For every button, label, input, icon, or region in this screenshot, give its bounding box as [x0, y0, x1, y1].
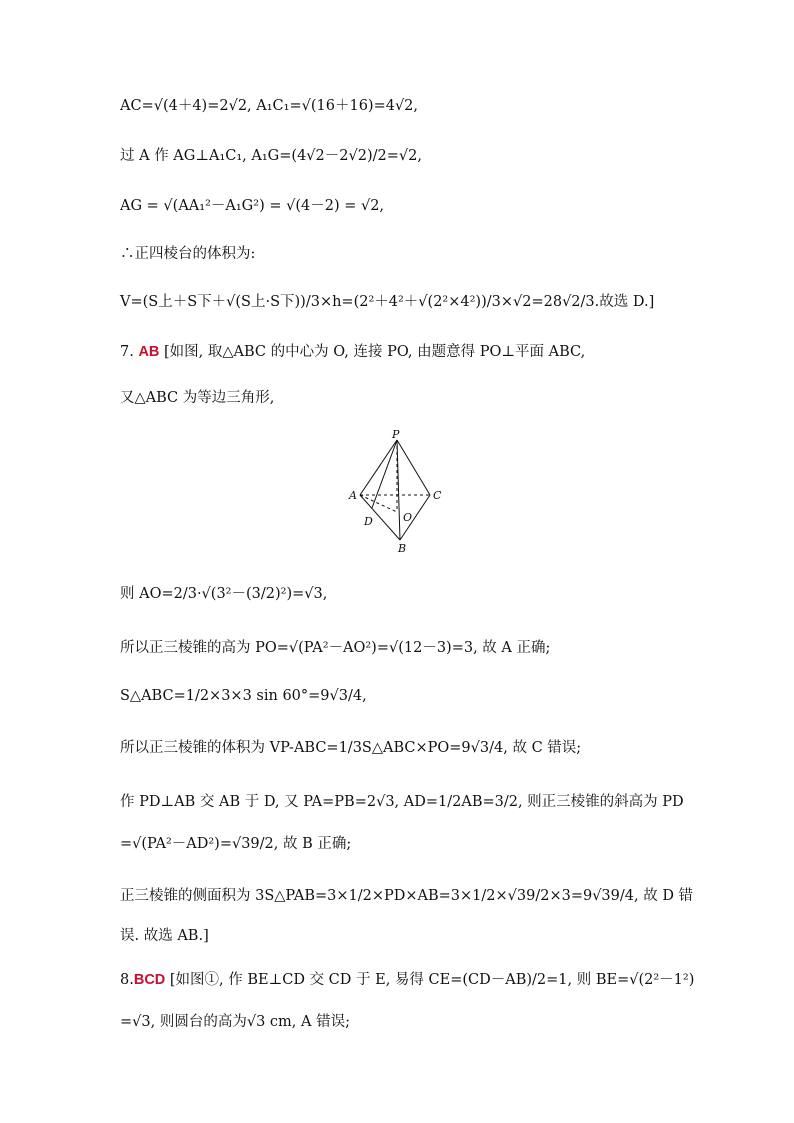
label-D: D — [364, 515, 373, 528]
line-text: 所以正三棱锥的体积为 VP-ABC=1/3S△ABC×PO=9√3/4, 故 C 错误; — [120, 740, 582, 756]
text-line — [120, 388, 694, 408]
pyramid-figure — [340, 428, 450, 558]
label-O: O — [403, 511, 413, 524]
edge-PA — [360, 440, 397, 495]
text-line — [120, 1012, 694, 1032]
answer-key: BCD — [133, 972, 166, 988]
line-text: AG = √(AA₁²－A₁G²) = √(4－2) = √2, — [120, 198, 385, 214]
label-C: C — [433, 489, 442, 502]
text-line — [120, 926, 694, 946]
text-line — [120, 886, 694, 906]
text-line — [120, 292, 694, 312]
label-P: P — [392, 428, 400, 441]
line-text: V=(S上＋S下＋√(S上·S下))/3×h=(2²＋4²＋√(2²×4²))/3×√2=28√2/3.故选 D.] — [120, 294, 655, 310]
label-A: A — [349, 489, 357, 502]
text-line — [120, 96, 694, 116]
text-line — [120, 970, 694, 990]
text-line — [120, 792, 694, 812]
text-line — [120, 638, 694, 658]
line-text: 正三棱锥的侧面积为 3S△PAB=3×1/2×PD×AB=3×1/2×√39/2×3=9√39/4, 故 D 错 — [120, 888, 694, 904]
line-text: 则 AO=2/3·√(3²－(3/2)²)=√3, — [120, 586, 328, 602]
line-text: [如图, 取△ABC 的中心为 O, 连接 PO, 由题意得 PO⊥平面 ABC, — [159, 344, 586, 360]
line-text: AC=√(4＋4)=2√2, A₁C₁=√(16＋16)=4√2, — [120, 98, 419, 114]
line-text: ∴正四棱台的体积为: — [120, 246, 256, 262]
line-text: =√3, 则圆台的高为√3 cm, A 错误; — [120, 1014, 350, 1030]
text-line — [120, 146, 694, 166]
text-line — [120, 584, 694, 604]
line-text: S△ABC=1/2×3×3 sin 60°=9√3/4, — [120, 688, 367, 704]
edge-PC — [397, 440, 430, 495]
line-text: 作 PD⊥AB 交 AB 于 D, 又 PA=PB=2√3, AD=1/2AB=3/2, 则正三棱锥的斜高为 PD — [120, 794, 684, 810]
segment-AO-hidden — [360, 495, 397, 512]
text-line — [120, 342, 694, 362]
line-text: 过 A 作 AG⊥A₁C₁, A₁G=(4√2－2√2)/2=√2, — [120, 148, 422, 164]
line-text: 误. 故选 AB.] — [120, 928, 209, 944]
line-text: 又△ABC 为等边三角形, — [120, 390, 275, 406]
text-line — [120, 196, 694, 216]
segment-PD — [372, 440, 397, 508]
label-B: B — [398, 542, 407, 555]
text-line — [120, 244, 694, 264]
text-line — [120, 834, 694, 854]
question-number: 7. — [120, 344, 139, 360]
line-text: 所以正三棱锥的高为 PO=√(PA²－AO²)=√(12－3)=3, 故 A 正确; — [120, 640, 551, 656]
question-number: 8. — [120, 972, 134, 988]
answer-key: AB — [138, 344, 160, 360]
text-line — [120, 686, 694, 706]
line-text: =√(PA²－AD²)=√39/2, 故 B 正确; — [120, 836, 352, 852]
text-line — [120, 738, 694, 758]
line-text: [如图①, 作 BE⊥CD 交 CD 于 E, 易得 CE=(CD－AB)/2=1, 则 BE=√(2²－1²) — [165, 972, 695, 988]
